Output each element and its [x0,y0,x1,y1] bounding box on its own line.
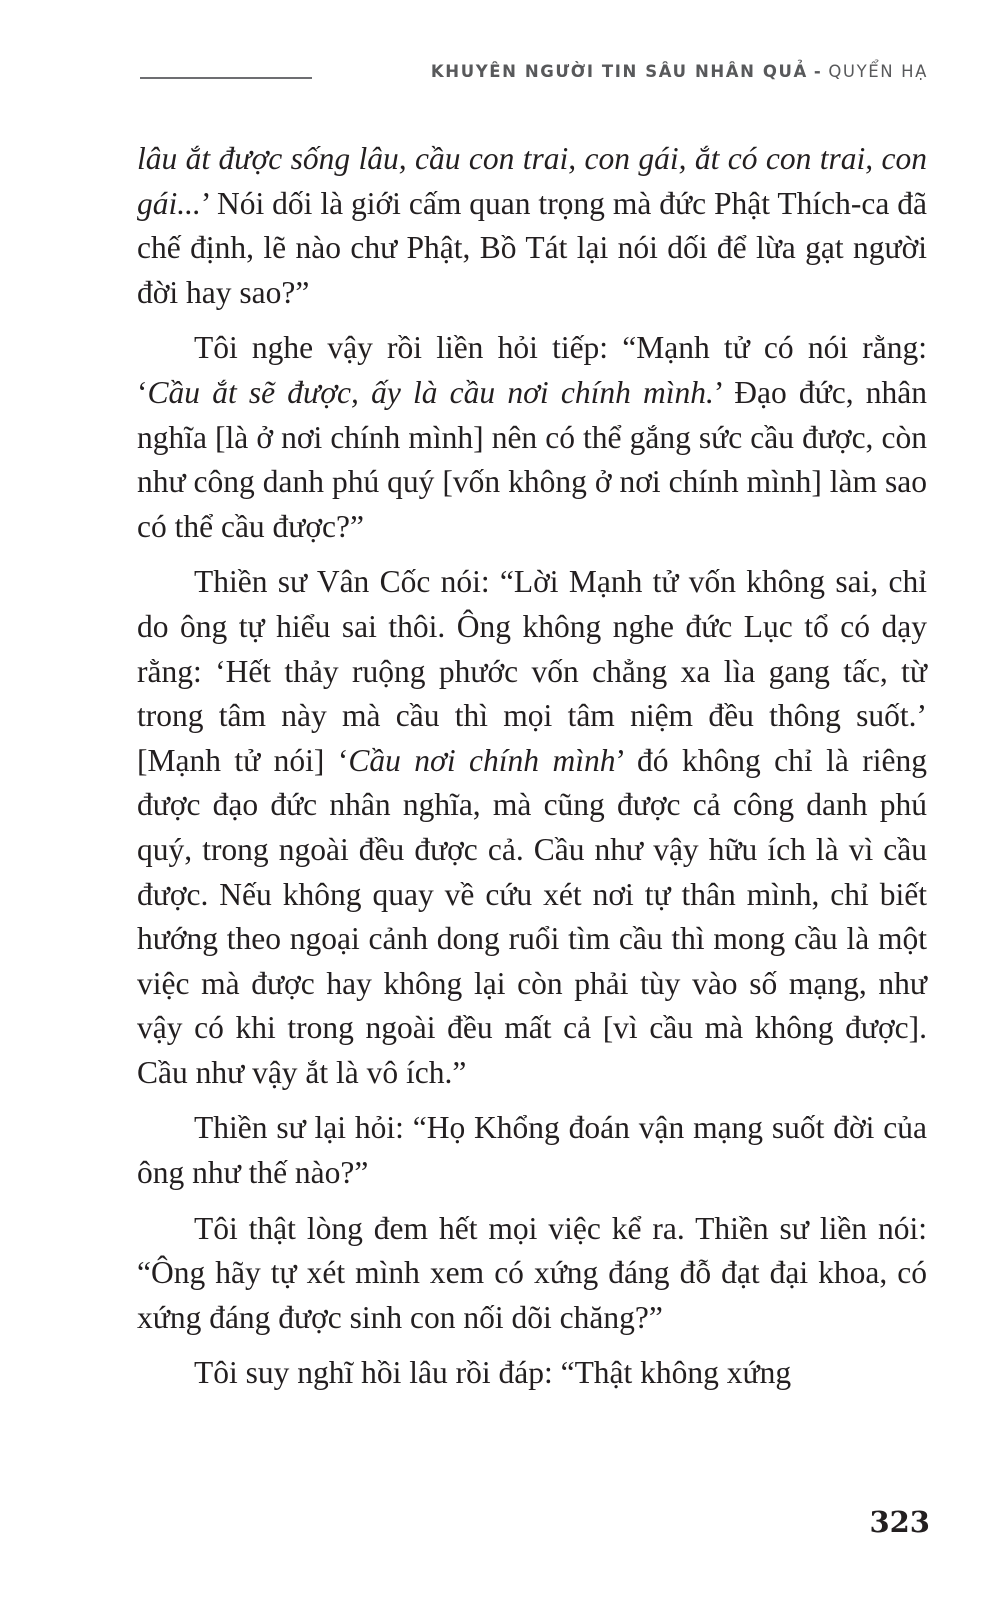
text-segment: ’ Đạo đức, nhân nghĩa [là ở nơi chính mình] nên có thể gắng sức cầu được, còn như công danh phú quý [vốn không ở nơi chính mình] làm sao có thể cầu được?” [137,374,927,544]
text-segment-italic: Cầu nơi chính mình [348,742,616,778]
header-rule [140,77,312,79]
page-body [137,137,927,1407]
header-volume: QUYỂN HẠ [828,62,928,81]
text-segment: Tôi suy nghĩ hồi lâu rồi đáp: “Thật không xứng [194,1355,792,1391]
header-title [431,62,928,81]
text-segment: Tôi nghe vậy rồi liền hỏi tiếp: “Mạnh tử có nói rằng: ‘ [137,330,927,410]
paragraph [137,137,927,315]
text-segment: Thiền sư Vân Cốc nói: “Lời Mạnh tử vốn không sai, chỉ do ông tự hiểu sai thôi. Ông không nghe đức Lục tổ có dạy rằng: ‘Hết thảy ruộng phước vốn chẳng xa lìa gang tấc, từ trong tâm này mà cầu thì mọi tâm niệm đều thông suốt.’ [Mạnh tử nói] ‘ [137,564,927,778]
text-segment-italic: Cầu ắt sẽ được, ấy là cầu nơi chính mình. [147,374,714,410]
text-segment: ’ Nói dối là giới cấm quan trọng mà đức Phật Thích-ca đã chế định, lẽ nào chư Phật, Bồ Tát lại nói dối để lừa gạt người đời hay sao?” [137,185,927,310]
header-book-title: KHUYÊN NGƯỜI TIN SÂU NHÂN QUẢ [430,62,808,81]
paragraph [137,560,927,1095]
page-number: 323 [869,1505,930,1539]
paragraph [137,1207,927,1341]
paragraph [137,326,927,549]
text-segment-italic: lâu ắt được sống lâu, cầu con trai, con gái, ắt có con trai, con gái... [137,141,927,221]
paragraph [137,1351,927,1396]
header-separator: - [813,62,823,81]
text-segment: Tôi thật lòng đem hết mọi việc kể ra. Thiền sư liền nói: “Ông hãy tự xét mình xem có xứng đáng đỗ đạt đại khoa, có xứng đáng được sinh con nối dõi chăng?” [137,1210,927,1335]
paragraph [137,1106,927,1195]
text-segment: Thiền sư lại hỏi: “Họ Khổng đoán vận mạng suốt đời của ông như thế nào?” [137,1110,927,1191]
running-header [140,62,928,90]
text-segment: ’ đó không chỉ là riêng được đạo đức nhân nghĩa, mà cũng được cả công danh phú quý, trong ngoài đều được cả. Cầu như vậy hữu ích là vì cầu được. Nếu không quay về cứu xét nơi tự thân mình, chỉ biết hướng theo ngoại cảnh dong ruổi tìm cầu thì mong cầu là một việc mà được hay không lại còn phải tùy vào số mạng, như vậy có khi trong ngoài đều mất cả [vì cầu mà không được]. Cầu như vậy ắt là vô ích.” [137,742,927,1090]
